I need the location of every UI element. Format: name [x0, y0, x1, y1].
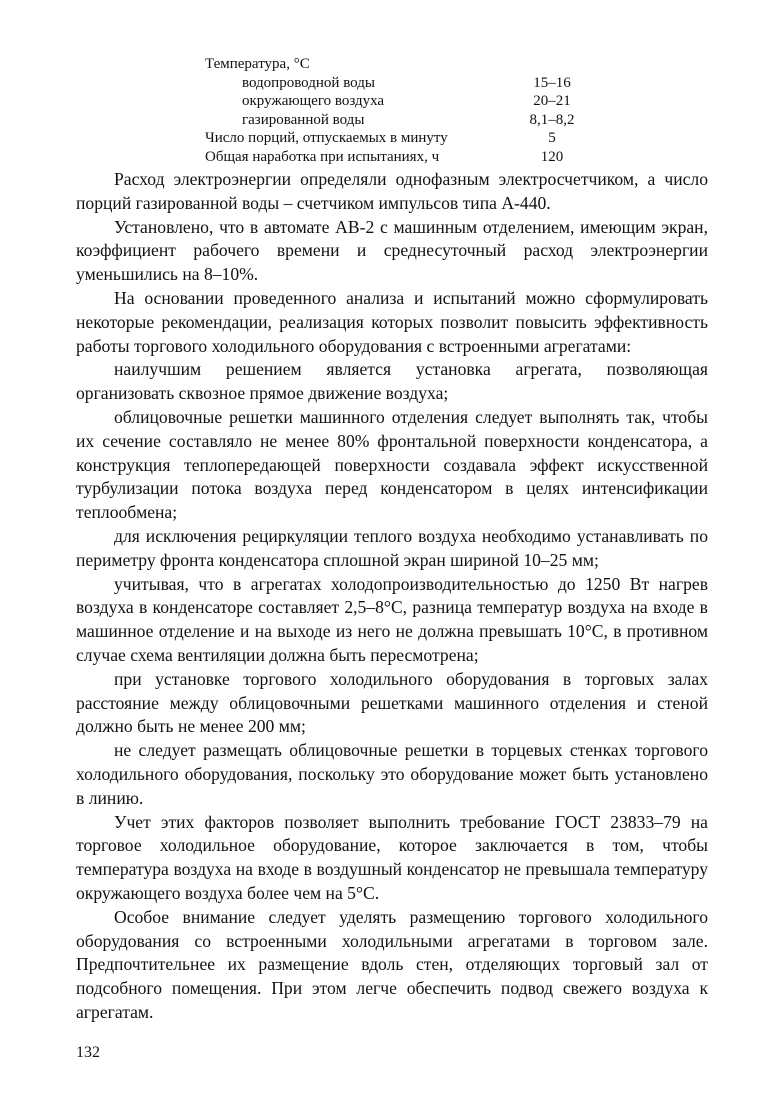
spec-value: 15–16: [533, 74, 571, 91]
spec-value: 8,1–8,2: [529, 111, 575, 128]
spec-row-ambient-air: [205, 92, 605, 111]
spec-value: 120: [540, 148, 564, 165]
specs-heading-row: [205, 55, 605, 74]
spec-row-tap-water: [205, 74, 605, 93]
paragraph: Установлено, что в автомате АВ-2 с машинным отделением, имеющим экран, коэффициент рабочего времени и среднесуточный расход электроэнергии уменьшились на 8–10%.: [76, 216, 708, 285]
spec-label: Общая наработка при испытаниях, ч: [205, 148, 440, 165]
spec-row-runtime: [205, 148, 605, 167]
recommendation-item: облицовочные решетки машинного отделения следует выполнять так, чтобы их сечение составляло не менее 80% фронтальной поверхности конденсатора, а конструкция теплопередающей поверхности создавала эффект искусственной турбулизации потока воздуха перед конденсатором в целях интенсификации теплообмена;: [76, 406, 708, 523]
paragraph: На основании проведенного анализа и испытаний можно сформулировать некоторые рекомендации, реализация которых позволит повысить эффективность работы торгового холодильного оборудования с встроенными агрегатами:: [76, 287, 708, 356]
spec-row-portions: [205, 129, 605, 148]
spec-value: 20–21: [533, 93, 571, 109]
spec-row-carbonated-water: [205, 111, 605, 130]
recommendation-item: не следует размещать облицовочные решетки в торцевых стенках торгового холодильного оборудования, поскольку это оборудование может быть установлено в линию.: [76, 740, 708, 808]
paragraph: Расход электроэнергии определяли однофазным электросчетчиком, а число порций газированной воды – счетчиком импульсов типа А-440.: [76, 169, 708, 213]
specs-heading: Температура, °С: [205, 56, 310, 72]
specs-table: [205, 55, 605, 166]
page-number: 132: [76, 1044, 100, 1061]
recommendation-item: наилучшим решением является установка агрегата, позволяющая организовать сквозное прямое движение воздуха;: [76, 359, 708, 404]
recommendation-item: учитывая, что в агрегатах холодопроизводительностью до 1250 Вт нагрев воздуха в конденсаторе составляет 2,5–8°С, разница температур воздуха на входе в машинное отделение и на выходе из него не должна превышать 10°С, в противном случае схема вентиляции должна быть пересмотрена;: [76, 573, 708, 665]
paragraph: Особое внимание следует уделять размещению торгового холодильного оборудования со встроенными холодильными агрегатами в торговом зале. Предпочтительнее их размещение вдоль стен, отделяющих торговый зал от подсобного помещения. При этом легче обеспечить подвод свежего воздуха к агрегатам.: [76, 906, 708, 1022]
body-text: [76, 168, 708, 1025]
spec-label: водопроводной воды: [242, 74, 375, 91]
spec-label: окружающего воздуха: [242, 93, 385, 109]
spec-label: газированной воды: [242, 111, 365, 128]
recommendation-item: при установке торгового холодильного оборудования в торговых залах расстояние между облицовочными решетками машинного отделения и стеной должно быть не менее 200 мм;: [76, 668, 708, 737]
spec-value: 5: [548, 130, 556, 146]
recommendation-item: для исключения рециркуляции теплого воздуха необходимо устанавливать по периметру фронта конденсатора сплошной экран шириной 10–25 мм;: [76, 525, 708, 570]
paragraph: Учет этих факторов позволяет выполнить требование ГОСТ 23833–79 на торговое холодильное оборудование, которое заключается в том, чтобы температура воздуха на входе в воздушный конденсатор не превышала температуру окружающего воздуха более чем на 5°С.: [76, 811, 708, 903]
spec-label: Число порций, отпускаемых в минуту: [205, 130, 448, 146]
